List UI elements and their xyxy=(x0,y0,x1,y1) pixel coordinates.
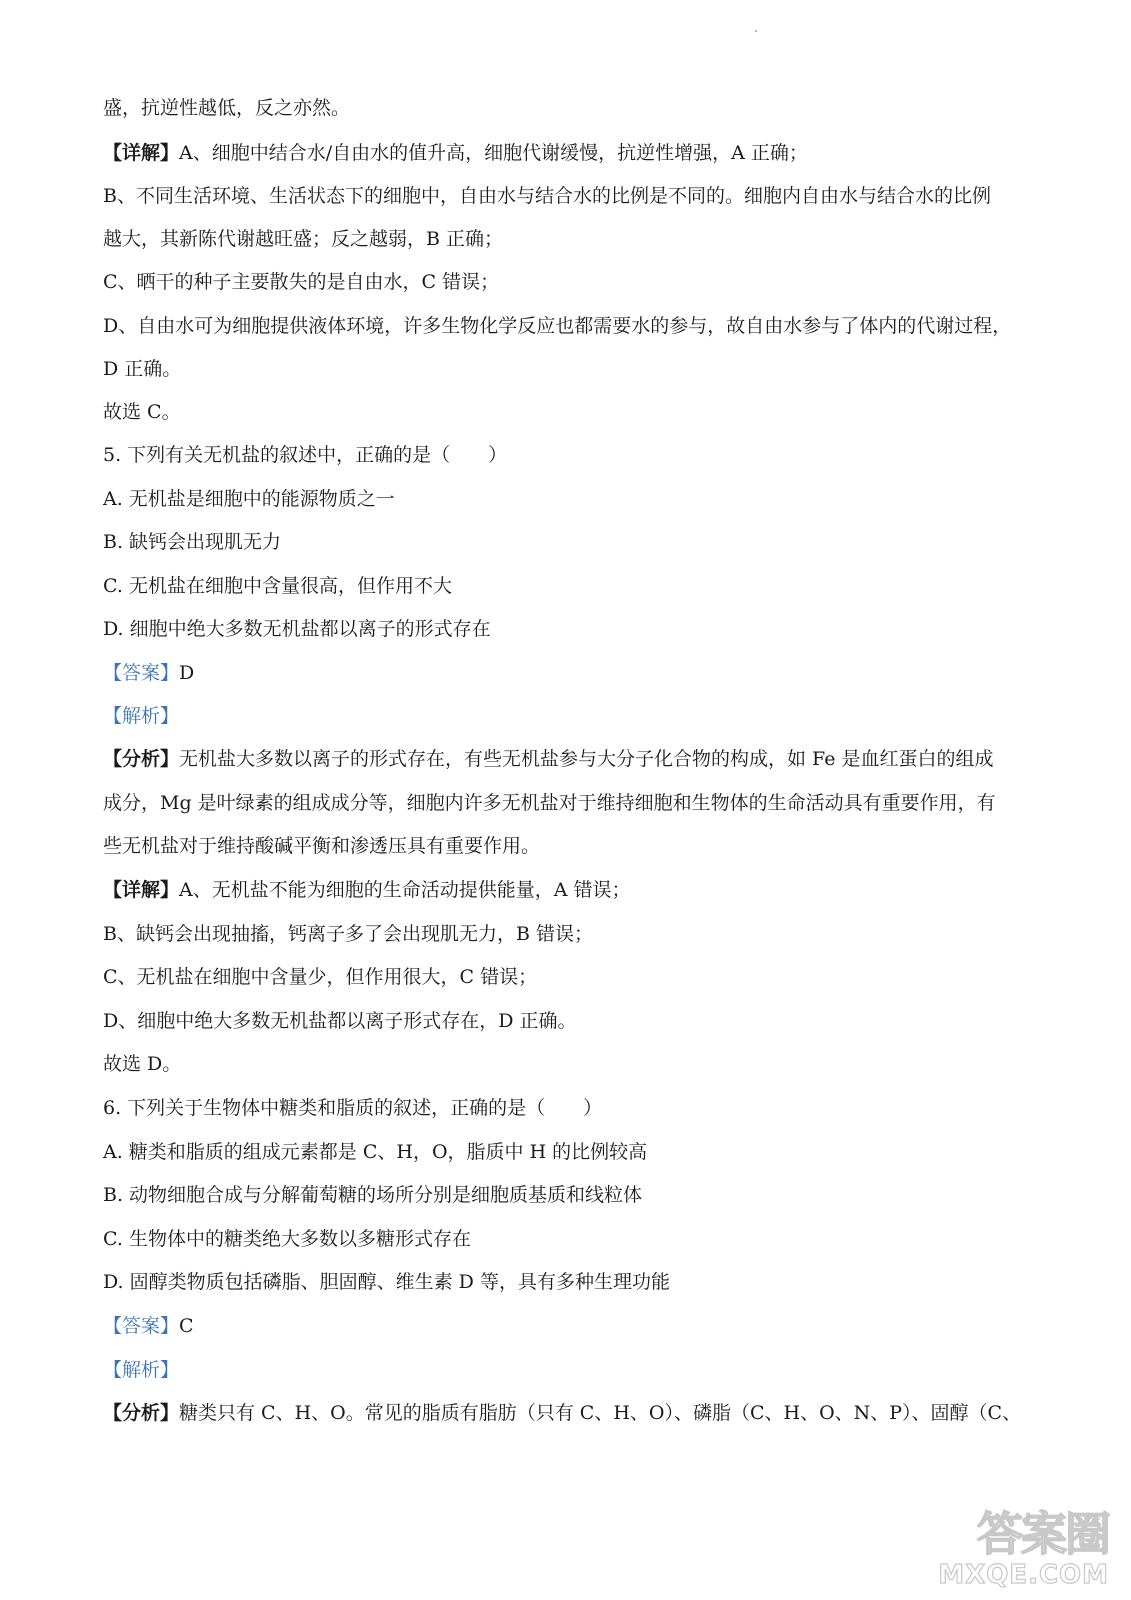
text-line: B、不同生活环境、生活状态下的细胞中，自由水与结合水的比例是不同的。细胞内自由水与结合水的比例 xyxy=(103,185,991,207)
answer-line: 【答案】D xyxy=(103,662,195,684)
option-b: B. 缺钙会出现肌无力 xyxy=(103,531,282,553)
text-line: 【分析】无机盐大多数以离子的形式存在，有些无机盐参与大分子化合物的构成，如 Fe 是血红蛋白的组成 xyxy=(103,748,994,770)
watermark-en: MXQE.COM xyxy=(938,1560,1109,1590)
text-line: B、缺钙会出现抽搐，钙离子多了会出现肌无力，B 错误； xyxy=(103,923,593,945)
text-line: C、无机盐在细胞中含量少，但作用很大，C 错误； xyxy=(103,966,538,988)
text-line: D、自由水可为细胞提供液体环境，许多生物化学反应也都需要水的参与，故自由水参与了体内的代谢过程， xyxy=(103,315,1012,337)
text-line: 【分析】糖类只有 C、H、O。常见的脂质有脂肪（只有 C、H、O）、磷脂（C、H、O、N、P）、固醇（C、 xyxy=(103,1402,1022,1424)
analysis-line xyxy=(103,1356,1031,1384)
answer-label: 【答案】 xyxy=(103,662,180,684)
detail-label: 【详解】 xyxy=(103,142,180,164)
question-6: 6. 下列关于生物体中糖类和脂质的叙述，正确的是（ ） xyxy=(103,1097,603,1119)
option-b: B. 动物细胞合成与分解葡萄糖的场所分别是细胞质基质和线粒体 xyxy=(103,1184,643,1206)
question-5: 5. 下列有关无机盐的叙述中，正确的是（ ） xyxy=(103,444,508,466)
text-line: C、晒干的种子主要散失的是自由水，C 错误； xyxy=(103,271,500,293)
text-line: 越大，其新陈代谢越旺盛；反之越弱，B 正确； xyxy=(103,228,504,250)
option-a: A. 糖类和脂质的组成元素都是 C、H，O，脂质中 H 的比例较高 xyxy=(103,1141,648,1163)
text-line: 【详解】A、无机盐不能为细胞的生命活动提供能量，A 错误； xyxy=(103,879,631,901)
detail-label: 【详解】 xyxy=(103,879,180,901)
option-d: D. 细胞中绝大多数无机盐都以离子的形式存在 xyxy=(103,618,491,640)
text-line: 【详解】A、细胞中结合水/自由水的值升高，细胞代谢缓慢，抗逆性增强，A 正确； xyxy=(103,142,808,164)
analysis-label: 【解析】 xyxy=(103,1359,180,1381)
option-c: C. 生物体中的糖类绝大多数以多糖形式存在 xyxy=(103,1228,471,1250)
fenxi-label: 【分析】 xyxy=(103,748,180,770)
option-a: A. 无机盐是细胞中的能源物质之一 xyxy=(103,488,395,510)
text-line: 故选 C。 xyxy=(103,401,181,423)
option-c: C. 无机盐在细胞中含量很高，但作用不大 xyxy=(103,575,452,597)
text-line: 些无机盐对于维持酸碱平衡和渗透压具有重要作用。 xyxy=(103,835,541,857)
text-line: 故选 D。 xyxy=(103,1053,182,1075)
analysis-line xyxy=(103,702,1031,730)
scan-speck xyxy=(755,30,757,32)
answer-label: 【答案】 xyxy=(103,1315,180,1337)
text-line: D、细胞中绝大多数无机盐都以离子形式存在，D 正确。 xyxy=(103,1010,577,1032)
answer-line: 【答案】C xyxy=(103,1315,194,1337)
analysis-label: 【解析】 xyxy=(103,705,180,727)
watermark-cn: 答案圈 xyxy=(977,1507,1109,1561)
text-line: 盛，抗逆性越低，反之亦然。 xyxy=(103,97,351,119)
option-d: D. 固醇类物质包括磷脂、胆固醇、维生素 D 等，具有多种生理功能 xyxy=(103,1271,670,1293)
text-line: D 正确。 xyxy=(103,358,182,380)
watermark-logo xyxy=(919,1508,1109,1590)
fenxi-label: 【分析】 xyxy=(103,1402,180,1424)
text-line: 成分，Mg 是叶绿素的组成成分等，细胞内许多无机盐对于维持细胞和生物体的生命活动具有重要作用，有 xyxy=(103,792,996,814)
